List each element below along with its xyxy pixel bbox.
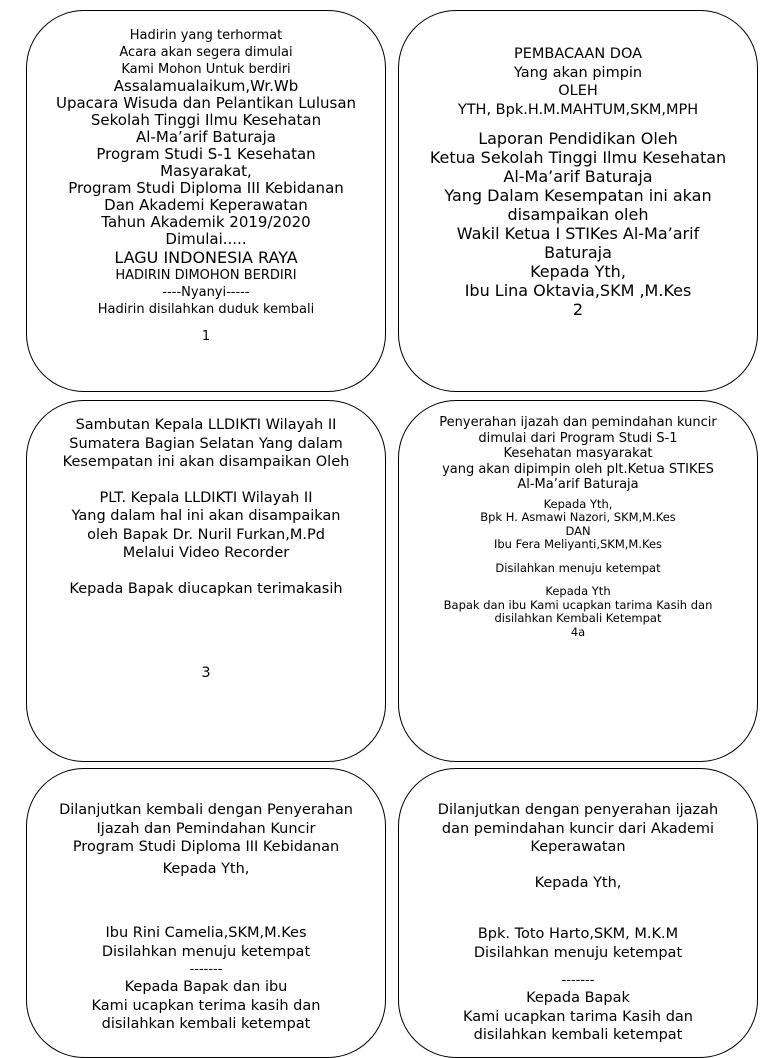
salam-line: Assalamualaikum,Wr.Wb (113, 77, 299, 95)
delivered-line: Yang dalam hal ini akan disampaikan (71, 508, 341, 524)
city-line: Baturaja (544, 243, 612, 262)
by-line: OLEH (558, 83, 598, 99)
thanks-line: Kepada Bapak diucapkan terimakasih (69, 580, 343, 597)
video-line: Melalui Video Recorder (122, 545, 290, 561)
handover-title: Penyerahan ijazah dan pemindahan kuncir (439, 415, 717, 430)
official-name: Ibu Rini Camelia,SKM,M.Kes (105, 925, 307, 941)
card-number: 2 (572, 300, 584, 319)
proceed-line: Disilahkan menuju ketempat (101, 943, 311, 960)
region-line: Sumatera Bagian Selatan Yang dalam (69, 435, 343, 452)
prayer-title: PEMBACAAN DOA (513, 46, 643, 62)
card-number: 4a (570, 624, 586, 639)
institution-name-line: Al-Ma’arif Baturaja (503, 167, 653, 186)
card-4 (398, 400, 758, 762)
card-number: 3 (201, 665, 211, 681)
card-number: 1 (201, 329, 211, 344)
speech-title: Sambutan Kepala LLDIKTI Wilayah II (75, 417, 337, 433)
ceremony-title-line: Upacara Wisuda dan Pelantikan Lulusan (55, 94, 357, 112)
academy-line: Dan Akademi Keperawatan (104, 196, 308, 214)
stand-request-line: Kami Mohon Untuk berdiri (121, 62, 291, 77)
thanks-line: Kami ucapkan tarima Kasih dan (463, 1008, 693, 1025)
addressee-line: Kepada Yth, (162, 860, 250, 877)
card-5 (26, 768, 386, 1058)
return-line: disilahkan kembali ketempat (473, 1027, 683, 1043)
card-3 (26, 400, 386, 762)
separator-line: ------- (189, 962, 223, 977)
continue-title: Dilanjutkan dengan penyerahan ijazah (437, 802, 719, 818)
program-s1-line: Program Studi S-1 Kesehatan (96, 145, 316, 163)
continue-title: Dilanjutkan kembali dengan Penyerahan (59, 802, 353, 818)
opportunity-line: Yang Dalam Kesempatan ini akan (444, 186, 712, 205)
handover-line: dan pemindahan kuncir dari Akademi (441, 820, 715, 837)
card-6 (398, 768, 758, 1058)
institution-name-line: Al-Ma’arif Baturaja (136, 128, 276, 146)
speaker-name: oleh Bapak Dr. Nuril Furkan,M.Pd (87, 526, 325, 543)
vice-chair-line: Wakil Ketua I STIKes Al-Ma’arif (456, 224, 700, 243)
thanks-line: Bapak dan ibu Kami ucapkan tarima Kasih dan (443, 597, 713, 612)
acting-head-line: PLT. Kepala LLDIKTI Wilayah II (99, 489, 313, 506)
and-line: DAN (565, 523, 591, 538)
return-line: disilahkan Kembali Ketempat (494, 611, 662, 625)
anthem-title: LAGU INDONESIA RAYA (114, 248, 298, 267)
led-by-line: yang akan dipimpin oleh plt.Ketua STIKES (442, 461, 714, 477)
begin-line: Dimulai..... (165, 230, 247, 248)
sing-line: ----Nyanyi----- (162, 285, 250, 300)
proceed-line: Disilahkan menuju ketempat (495, 560, 661, 575)
handover-line: Ijazah dan Pemindahan Kuncir (96, 820, 316, 837)
official-1-name: Bpk H. Asmawi Nazori, SKM,M.Kes (480, 510, 676, 524)
greeting-line: Hadirin yang terhormat (129, 28, 283, 43)
program-line: Program Studi Diploma III Kebidanan (72, 839, 340, 855)
addressee-line-2: Kepada Bapak dan ibu (124, 979, 288, 995)
chair-line: Ketua Sekolah Tinggi Ilmu Kesehatan (429, 148, 727, 167)
announcement-line: Acara akan segera dimulai (119, 45, 293, 60)
card-2 (398, 10, 758, 392)
proceed-line: Disilahkan menuju ketempat (473, 944, 683, 961)
institution-name-line: Al-Ma’arif Baturaja (517, 477, 639, 492)
sit-instruction: Hadirin disilahkan duduk kembali (97, 302, 315, 317)
thanks-line: Kami ucapkan terima kasih dan (91, 997, 321, 1014)
program-d3-line: Program Studi Diploma III Kebidanan (68, 179, 344, 197)
card-1 (26, 10, 386, 392)
institution-line: Sekolah Tinggi Ilmu Kesehatan (90, 111, 322, 129)
delivered-by-line: disampaikan oleh (507, 205, 649, 224)
program-s1-cont-line: Masyarakat, (160, 162, 252, 180)
report-title: Laporan Pendidikan Oleh (478, 129, 678, 148)
addressee-line-2: Kepada Yth (545, 584, 611, 598)
stand-instruction: HADIRIN DIMOHON BERDIRI (115, 268, 297, 283)
addressee-line: Kepada Yth, (534, 874, 622, 891)
academy-line: Keperawatan (530, 839, 626, 855)
official-name: Bpk. Toto Harto,SKM, M.K.M (477, 926, 679, 942)
speaker-name: Ibu Lina Oktavia,SKM ,M.Kes (464, 281, 692, 300)
opportunity-line: Kesempatan ini akan disampaikan Oleh (62, 454, 350, 470)
program-line: dimulai dari Program Studi S-1 (478, 430, 678, 446)
program-cont-line: Kesehatan masyarakat (503, 446, 653, 461)
prayer-leader-name: YTH, Bpk.H.M.MAHTUM,SKM,MPH (457, 101, 699, 118)
addressee-line: Kepada Yth, (530, 262, 626, 281)
addressee-line-2: Kepada Bapak (526, 990, 630, 1006)
academic-year-line: Tahun Akademik 2019/2020 (101, 213, 311, 231)
return-line: disilahkan kembali ketempat (101, 1016, 311, 1032)
separator-line: ------- (561, 973, 595, 988)
led-by-line: Yang akan pimpin (513, 64, 643, 81)
official-2-name: Ibu Fera Meliyanti,SKM,M.Kes (493, 537, 663, 551)
addressee-line: Kepada Yth, (543, 496, 613, 511)
